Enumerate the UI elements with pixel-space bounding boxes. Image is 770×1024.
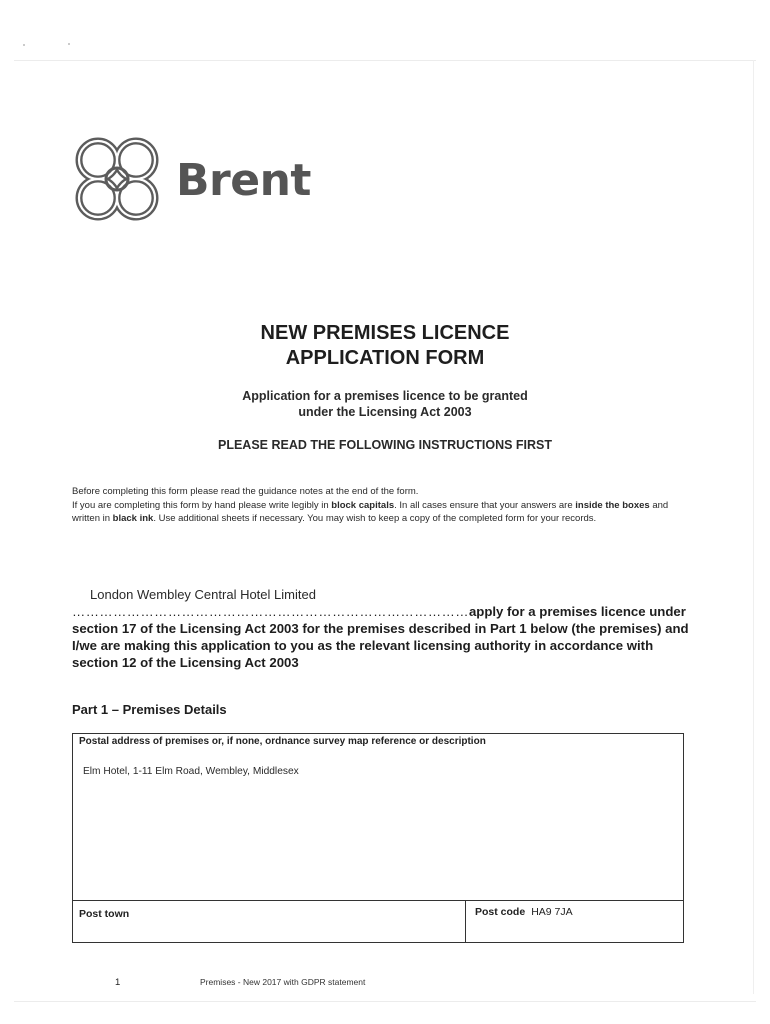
page-edge-right bbox=[753, 60, 754, 994]
brent-logo bbox=[72, 134, 311, 226]
post-code-label: Post code bbox=[475, 906, 526, 918]
applicant-name[interactable]: London Wembley Central Hotel Limited bbox=[90, 587, 316, 602]
application-statement bbox=[72, 603, 692, 671]
premises-details-box bbox=[72, 733, 684, 943]
instructions-line2: If you are completing this form by hand please write legibly in block capitals. In all cases ensure that your answers are inside the boxes and written in black ink. Use additional sheets if necessary. You may wish to keep a copy of the completed form for your records. bbox=[72, 499, 669, 524]
form-subtitle-line2: under the Licensing Act 2003 bbox=[298, 405, 472, 419]
page-number: 1 bbox=[115, 977, 121, 988]
scan-speck bbox=[23, 44, 25, 46]
box-divider-horizontal bbox=[73, 900, 683, 901]
box-divider-vertical bbox=[465, 900, 466, 942]
instructions-line1: Before completing this form please read the guidance notes at the end of the form. bbox=[72, 486, 419, 497]
application-statement-text: apply for a premises licence under section 17 of the Licensing Act 2003 for the premises described in Part 1 below (the premises) and I/we are making this application to you as the relevant licensing authority in accordance with section 12 of the Licensing Act 2003 bbox=[72, 604, 689, 670]
form-subtitle-line1: Application for a premises licence to be granted bbox=[242, 389, 528, 403]
post-code-field[interactable] bbox=[475, 906, 573, 918]
part1-heading: Part 1 – Premises Details bbox=[72, 702, 227, 717]
page-edge-bottom bbox=[14, 1001, 756, 1002]
instructions-paragraph bbox=[72, 485, 692, 526]
logo-wordmark: Brent bbox=[176, 154, 311, 206]
post-code-value: HA9 7JA bbox=[531, 906, 573, 918]
dotted-fill-line: …………………………………………………………………………… bbox=[72, 604, 469, 619]
post-town-label: Post town bbox=[79, 908, 130, 920]
scan-speck bbox=[68, 43, 70, 45]
postal-address-label: Postal address of premises or, if none, ordnance survey map reference or description bbox=[79, 736, 486, 747]
document-reference: Premises - New 2017 with GDPR statement bbox=[200, 977, 366, 987]
brent-knot-logo-icon bbox=[72, 134, 172, 226]
form-title-line2: APPLICATION FORM bbox=[285, 347, 485, 369]
post-town-field[interactable] bbox=[79, 908, 129, 920]
postal-address-field[interactable]: Elm Hotel, 1-11 Elm Road, Wembley, Middlesex bbox=[83, 766, 299, 777]
page-edge-top bbox=[14, 60, 756, 61]
instructions-heading: PLEASE READ THE FOLLOWING INSTRUCTIONS FIRST bbox=[217, 438, 553, 452]
form-title-line1: NEW PREMISES LICENCE bbox=[260, 322, 510, 344]
